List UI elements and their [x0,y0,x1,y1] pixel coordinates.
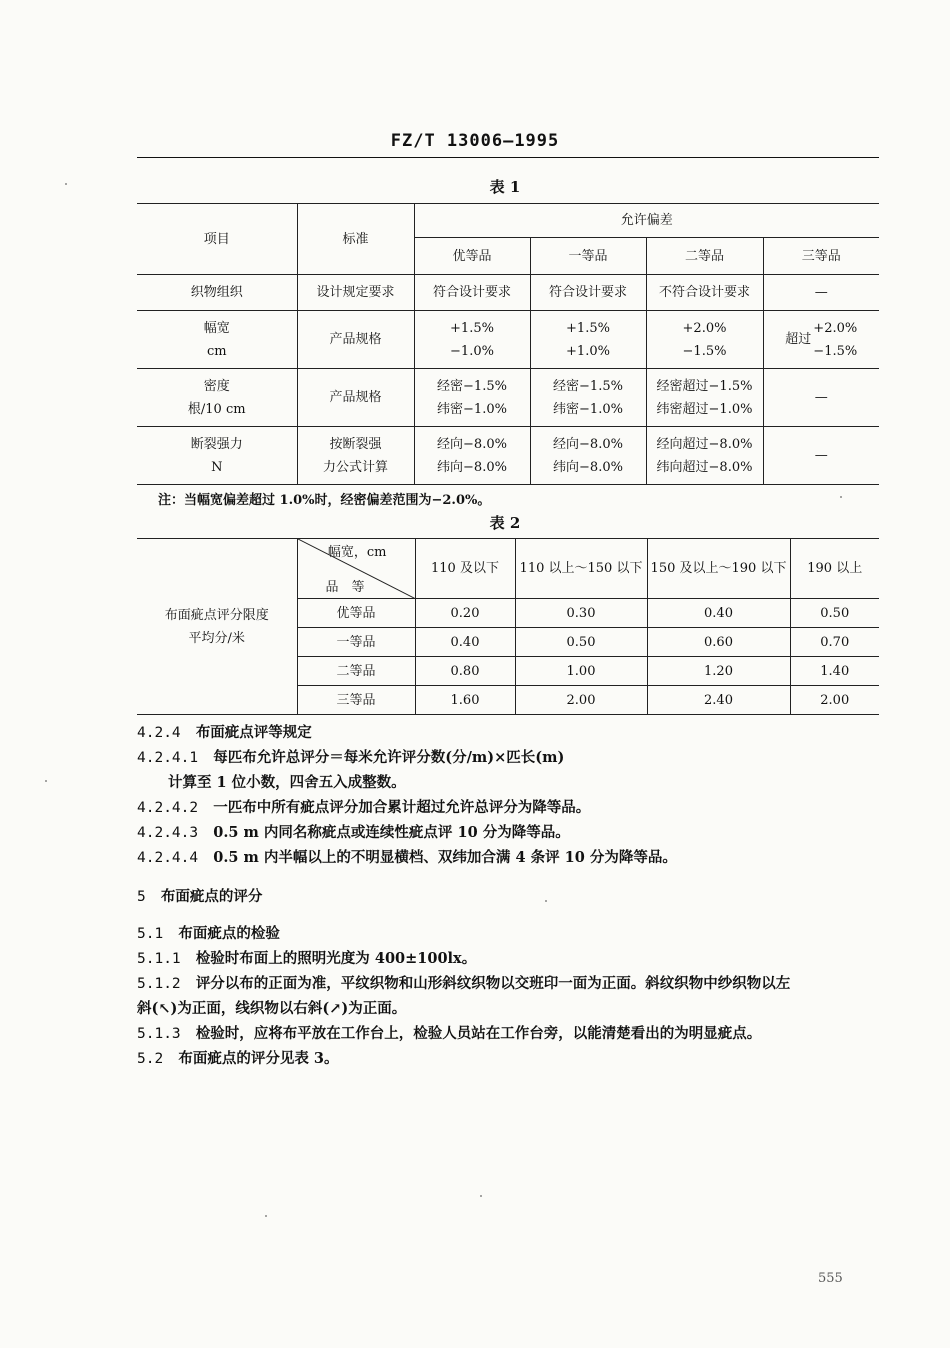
table2-cell: 2.40 [647,686,790,715]
table1-cell: +1.5% −1.0% [414,311,530,369]
table1-header-grade: 二等品 [646,238,763,275]
table2-cell: 0.60 [647,628,790,657]
table2-cell: 2.00 [515,686,647,715]
table1-cell: — [763,275,879,311]
table1-cell: 产品规格 [297,369,414,427]
table2-width-header: 110 以上～150 以下 [515,539,647,599]
paragraph: 5.1.3 检验时，应将布平放在工作台上，检验人员站在工作台旁，以能清楚看出的为明显疵点。 [137,1025,762,1042]
table1-cell: 经向−8.0% 纬向−8.0% [414,427,530,485]
paragraph: 4.2.4.2 一匹布中所有疵点评分加合累计超过允许总评分为降等品。 [137,799,591,816]
header-rule [137,157,879,158]
table1-cell: 不符合设计要求 [646,275,763,311]
table2-grade: 一等品 [297,628,415,657]
table-row [137,427,879,485]
diag-top-label: 幅宽，cm [327,545,387,560]
table1-cell: 设计规定要求 [297,275,414,311]
table1-cell: 符合设计要求 [530,275,646,311]
table1-cell: 超过 +2.0% −1.5% [763,311,879,369]
table2 [137,538,879,715]
table1 [137,203,879,485]
table2-cell: 2.00 [790,686,879,715]
table1-header-grade: 优等品 [414,238,530,275]
table1-cell: 幅宽 cm [137,311,297,369]
table-row [137,311,879,369]
table2-cell: 0.40 [415,628,515,657]
paragraph: 5.2 布面疵点的评分见表 3。 [137,1050,339,1067]
table1-header-grade: 三等品 [763,238,879,275]
paragraph: 4.2.4 布面疵点评等规定 [137,724,312,741]
table2-width-header: 150 及以上～190 以下 [647,539,790,599]
table1-cell: 密度 根/10 cm [137,369,297,427]
table1-cell: +2.0% −1.5% [646,311,763,369]
table1-cell: 经密−1.5% 纬密−1.0% [414,369,530,427]
table1-cell: — [763,369,879,427]
scan-speck [480,1195,482,1197]
table2-cell: 0.40 [647,599,790,628]
paragraph: 4.2.4.4 0.5 m 内半幅以上的不明显横档、双纬加合满 4 条评 10 分为降等品。 [137,849,677,866]
table1-cell: 经密−1.5% 纬密−1.0% [530,369,646,427]
diag-bottom-label: 品 等 [325,580,365,595]
table1-cell: 织物组织 [137,275,297,311]
paragraph: 4.2.4.3 0.5 m 内同名称疵点或连续性疵点评 10 分为降等品。 [137,824,570,841]
table1-note: 注：当幅宽偏差超过 1.0%时，经密偏差范围为−2.0%。 [158,493,491,508]
document-header: FZ/T 13006—1995 [390,131,560,151]
table1-header-tolerance: 允许偏差 [414,204,879,238]
table2-row-header: 布面疵点评分限度 平均分/米 [137,539,297,715]
table1-cell: 产品规格 [297,311,414,369]
table1-cell: — [763,427,879,485]
table1-header-standard: 标准 [297,204,414,275]
table1-cell: 经向超过−8.0% 纬向超过−8.0% [646,427,763,485]
paragraph: 5.1.2 评分以布的正面为准，平纹织物和山形斜纹织物以交班印一面为正面。斜纹织物中纱织物以左 [137,975,791,992]
scan-speck [65,183,67,185]
table-row [137,275,879,311]
scan-speck [265,1215,267,1217]
table2-cell: 0.50 [790,599,879,628]
table1-cell: 断裂强力 N [137,427,297,485]
table1-header-grade: 一等品 [530,238,646,275]
table2-cell: 1.60 [415,686,515,715]
table1-cell: +1.5% +1.0% [530,311,646,369]
table2-grade: 优等品 [297,599,415,628]
table2-cell: 1.00 [515,657,647,686]
paragraph: 计算至 1 位小数，四舍五入成整数。 [168,774,406,791]
section-heading: 5 布面疵点的评分 [137,888,263,905]
table2-grade: 二等品 [297,657,415,686]
paragraph: 4.2.4.1 每匹布允许总评分＝每米允许评分数(分/m)×匹长(m) [137,749,565,766]
scan-speck [545,900,547,902]
table1-header-item: 项目 [137,204,297,275]
table2-caption: 表 2 [489,514,521,532]
table1-cell: 经密超过−1.5% 纬密超过−1.0% [646,369,763,427]
page-number: 555 [818,1271,843,1286]
paragraph: 5.1 布面疵点的检验 [137,925,280,942]
paragraph: 5.1.1 检验时布面上的照明光度为 400±100lx。 [137,950,477,967]
table1-caption: 表 1 [489,178,521,196]
table-row [137,369,879,427]
table2-width-header: 190 以上 [790,539,879,599]
table2-cell: 0.30 [515,599,647,628]
table2-cell: 0.70 [790,628,879,657]
table2-cell: 1.20 [647,657,790,686]
table1-cell: 经向−8.0% 纬向−8.0% [530,427,646,485]
table2-diagonal-header [297,539,415,599]
table2-cell: 0.20 [415,599,515,628]
scan-speck [45,780,47,782]
scan-speck [840,496,842,498]
table2-cell: 1.40 [790,657,879,686]
table1-cell: 按断裂强 力公式计算 [297,427,414,485]
table1-cell: 符合设计要求 [414,275,530,311]
table2-cell: 0.50 [515,628,647,657]
table2-width-header: 110 及以下 [415,539,515,599]
table2-grade: 三等品 [297,686,415,715]
table2-cell: 0.80 [415,657,515,686]
paragraph: 斜(↖)为正面，线织物以右斜(↗)为正面。 [137,1000,407,1017]
